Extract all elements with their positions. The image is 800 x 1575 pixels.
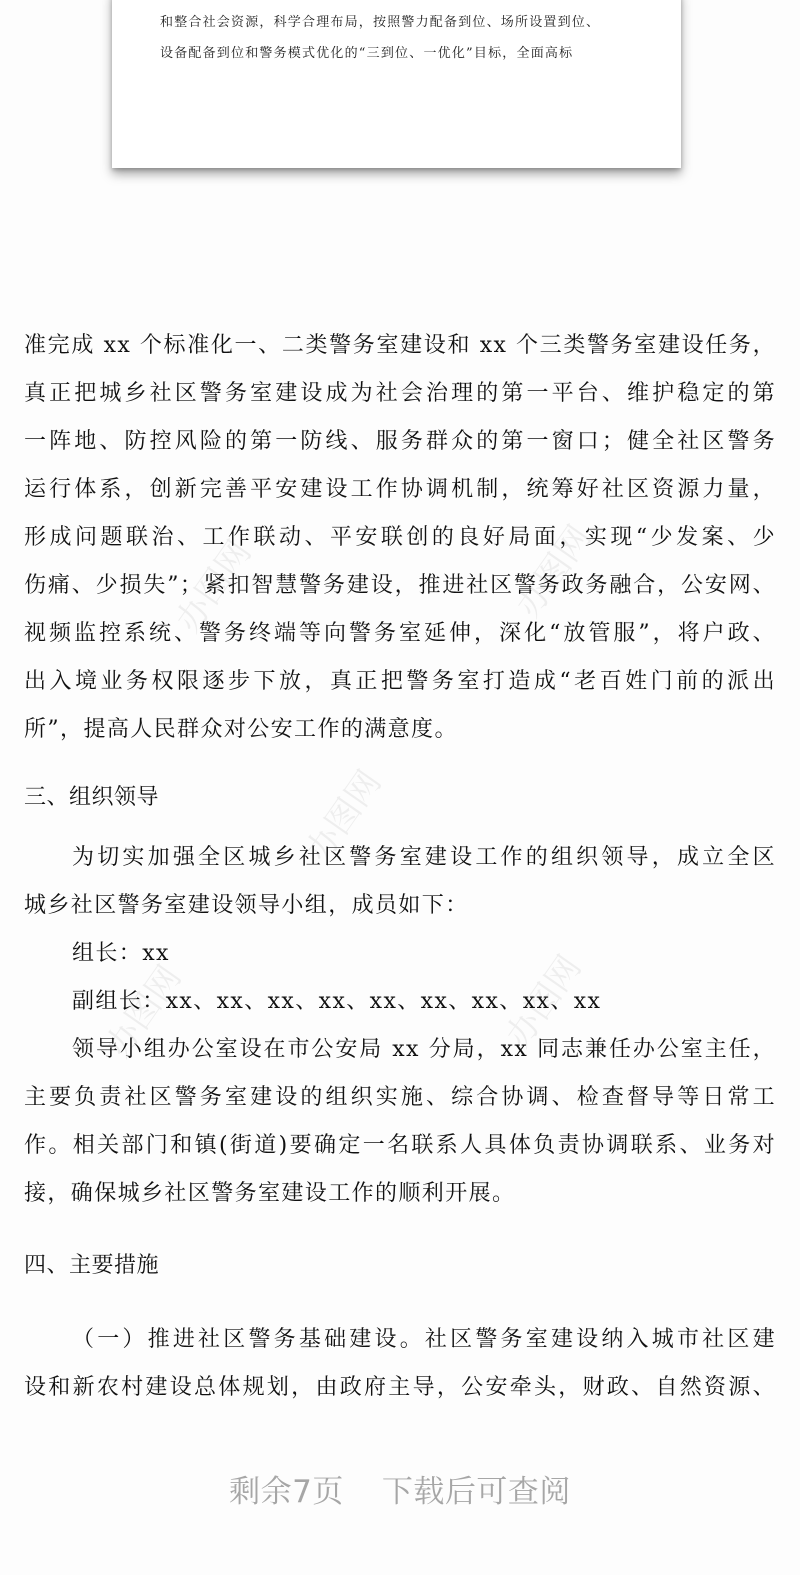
section-heading-measures: 四、主要措施: [24, 1253, 160, 1278]
text-line: 真正把城乡社区警务室建设成为社会治理的第一平台、维护稳定的第: [24, 381, 776, 406]
text-line: 为切实加强全区城乡社区警务室建设工作的组织领导，成立全区: [72, 845, 776, 870]
paragraph-measure-1: [24, 1316, 776, 1412]
watermark: 办图网: [98, 958, 190, 1065]
watermark: 办图网: [168, 533, 260, 640]
text-line: 领导小组办公室设在市公安局 xx 分局，xx 同志兼任办公室主任，: [72, 1037, 776, 1062]
text-line: 一阵地、防控风险的第一防线、服务群众的第一窗口；健全社区警务: [24, 429, 776, 454]
text-line: 准完成 xx 个标准化一、二类警务室建设和 xx 个三类警务室建设任务，: [24, 333, 776, 358]
document-body: [24, 322, 776, 1412]
paragraph-organization-intro: [24, 834, 776, 930]
watermark: 办图网: [498, 948, 590, 1055]
deputy-leaders: 副组长：xx、xx、xx、xx、xx、xx、xx、xx、xx: [72, 989, 602, 1014]
text-line: 形成问题联治、工作联动、平安联创的良好局面，实现“少发案、少: [24, 525, 776, 550]
download-to-view-label: 下载后可查阅: [381, 1474, 571, 1510]
download-hint[interactable]: [0, 1466, 800, 1511]
text-line: 视频监控系统、警务终端等向警务室延伸，深化“放管服”，将户政、: [24, 621, 776, 646]
section-heading-organization: 三、组织领导: [24, 785, 160, 810]
team-leader: 组长：xx: [72, 941, 170, 966]
text-line: 运行体系，创新完善平安建设工作协调机制，统筹好社区资源力量，: [24, 477, 776, 502]
text-line: 出入境业务权限逐步下放，真正把警务室打造成“老百姓门前的派出: [24, 669, 776, 694]
text-line: 设和新农村建设总体规划，由政府主导，公安牵头，财政、自然资源、: [24, 1375, 776, 1400]
preview-line: 和整合社会资源，科学合理布局，按照警力配备到位、场所设置到位、: [160, 15, 601, 30]
text-line: 伤痛、少损失”；紧扣智慧警务建设，推进社区警务政务融合，公安网、: [24, 573, 776, 598]
text-line: 城乡社区警务室建设领导小组，成员如下：: [24, 893, 469, 918]
text-line: 主要负责社区警务室建设的组织实施、综合协调、检查督导等日常工: [24, 1085, 776, 1110]
preview-line: 设备配备到位和警务模式优化的“三到位、一优化”目标，全面高标: [160, 46, 574, 61]
text-line: 所”，提高人民群众对公安工作的满意度。: [24, 717, 458, 742]
remaining-pages-label: 剩余7页: [229, 1474, 344, 1510]
paragraph-goals: [24, 322, 776, 754]
text-line: （一）推进社区警务基础建设。社区警务室建设纳入城市社区建: [72, 1327, 776, 1352]
text-line: 作。相关部门和镇(街道)要确定一名联系人具体负责协调联系、业务对: [24, 1133, 776, 1158]
text-line: 接，确保城乡社区警务室建设工作的顺利开展。: [24, 1181, 516, 1206]
previous-page-preview: [112, 0, 681, 168]
watermark: 办图网: [508, 518, 600, 625]
paragraph-office: [24, 1026, 776, 1218]
watermark: 办图网: [298, 763, 390, 870]
